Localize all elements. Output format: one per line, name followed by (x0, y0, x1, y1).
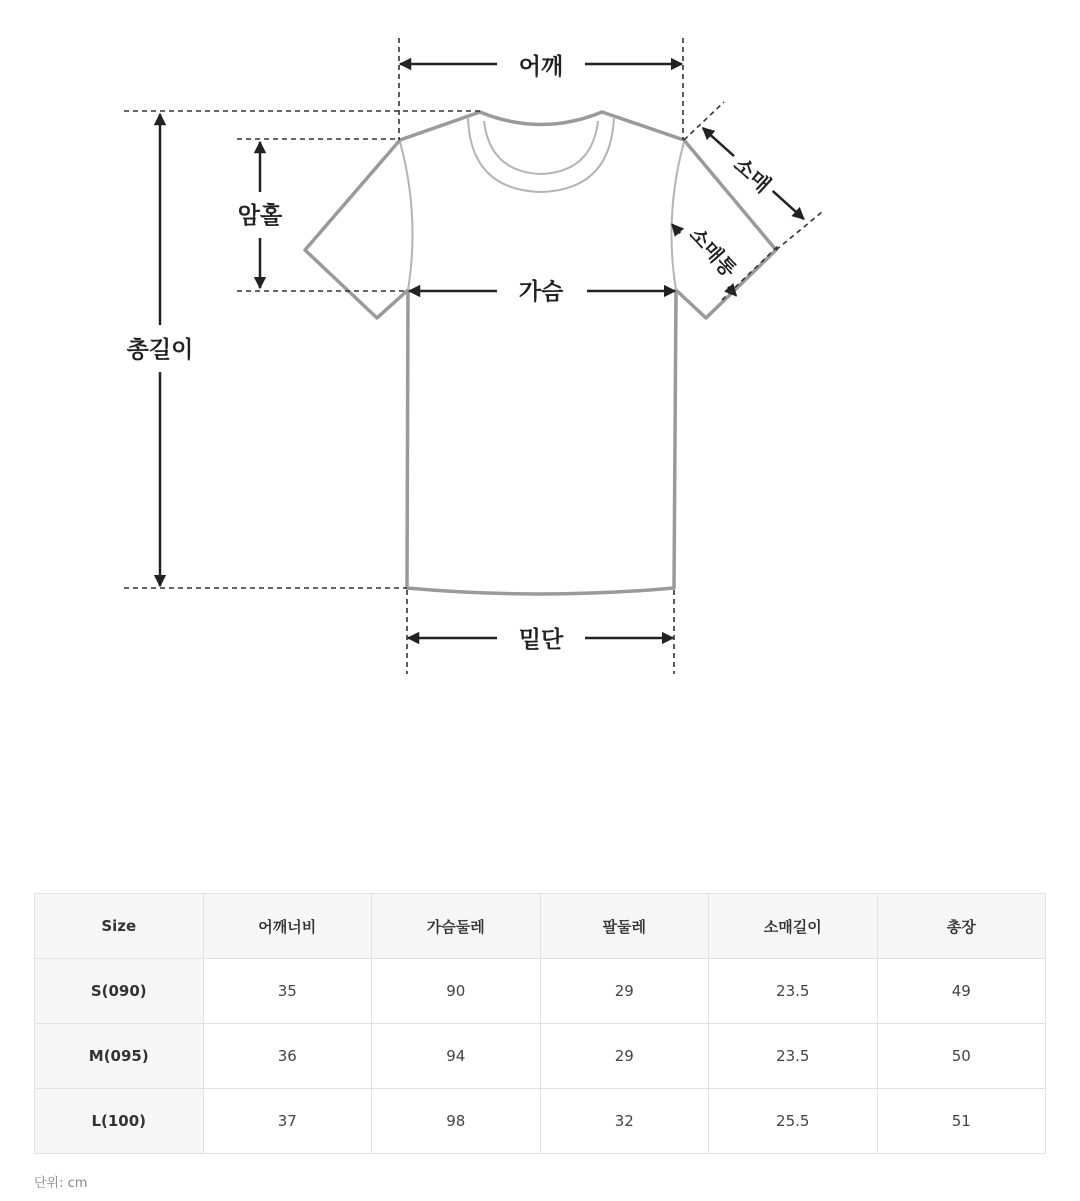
label-total-length: 총길이 (126, 337, 194, 363)
table-row (35, 959, 1046, 1024)
table-cell: 98 (372, 1089, 541, 1154)
tshirt-outline (305, 112, 776, 594)
row-size-label: M(095) (35, 1024, 204, 1089)
header-sleeve-length: 소매길이 (709, 894, 878, 959)
table-cell: 32 (540, 1089, 709, 1154)
table-cell: 94 (372, 1024, 541, 1089)
table-cell: 23.5 (709, 1024, 878, 1089)
table-cell: 29 (540, 959, 709, 1024)
unit-note: 단위: cm (34, 1176, 88, 1191)
table-cell: 36 (203, 1024, 372, 1089)
table-cell: 35 (203, 959, 372, 1024)
table-cell: 29 (540, 1024, 709, 1089)
sleeve-arrow-top (703, 128, 734, 156)
label-hem: 밑단 (518, 627, 564, 653)
guide-sleeve-bottom (776, 212, 822, 250)
header-arm-circumference: 팔둘레 (540, 894, 709, 959)
row-size-label: L(100) (35, 1089, 204, 1154)
header-total-length: 총장 (877, 894, 1046, 959)
sleeve-arrow-bottom (773, 191, 804, 219)
row-size-label: S(090) (35, 959, 204, 1024)
label-armhole: 암홀 (237, 203, 283, 229)
label-chest: 가슴 (518, 279, 564, 305)
table-cell: 90 (372, 959, 541, 1024)
header-chest-circumference: 가슴둘레 (372, 894, 541, 959)
size-table (34, 893, 1046, 1154)
table-cell: 49 (877, 959, 1046, 1024)
table-cell: 51 (877, 1089, 1046, 1154)
label-shoulder: 어깨 (518, 54, 564, 80)
label-sleeve-opening: 소매통 (684, 222, 742, 282)
table-cell: 23.5 (709, 959, 878, 1024)
table-cell: 25.5 (709, 1089, 878, 1154)
table-row (35, 1089, 1046, 1154)
table-row (35, 1024, 1046, 1089)
table-header-row (35, 894, 1046, 959)
label-sleeve: 소매 (728, 152, 776, 198)
guide-sleeve-top (684, 102, 724, 140)
table-cell: 37 (203, 1089, 372, 1154)
header-shoulder-width: 어깨너비 (203, 894, 372, 959)
header-size: Size (35, 894, 204, 959)
table-cell: 50 (877, 1024, 1046, 1089)
